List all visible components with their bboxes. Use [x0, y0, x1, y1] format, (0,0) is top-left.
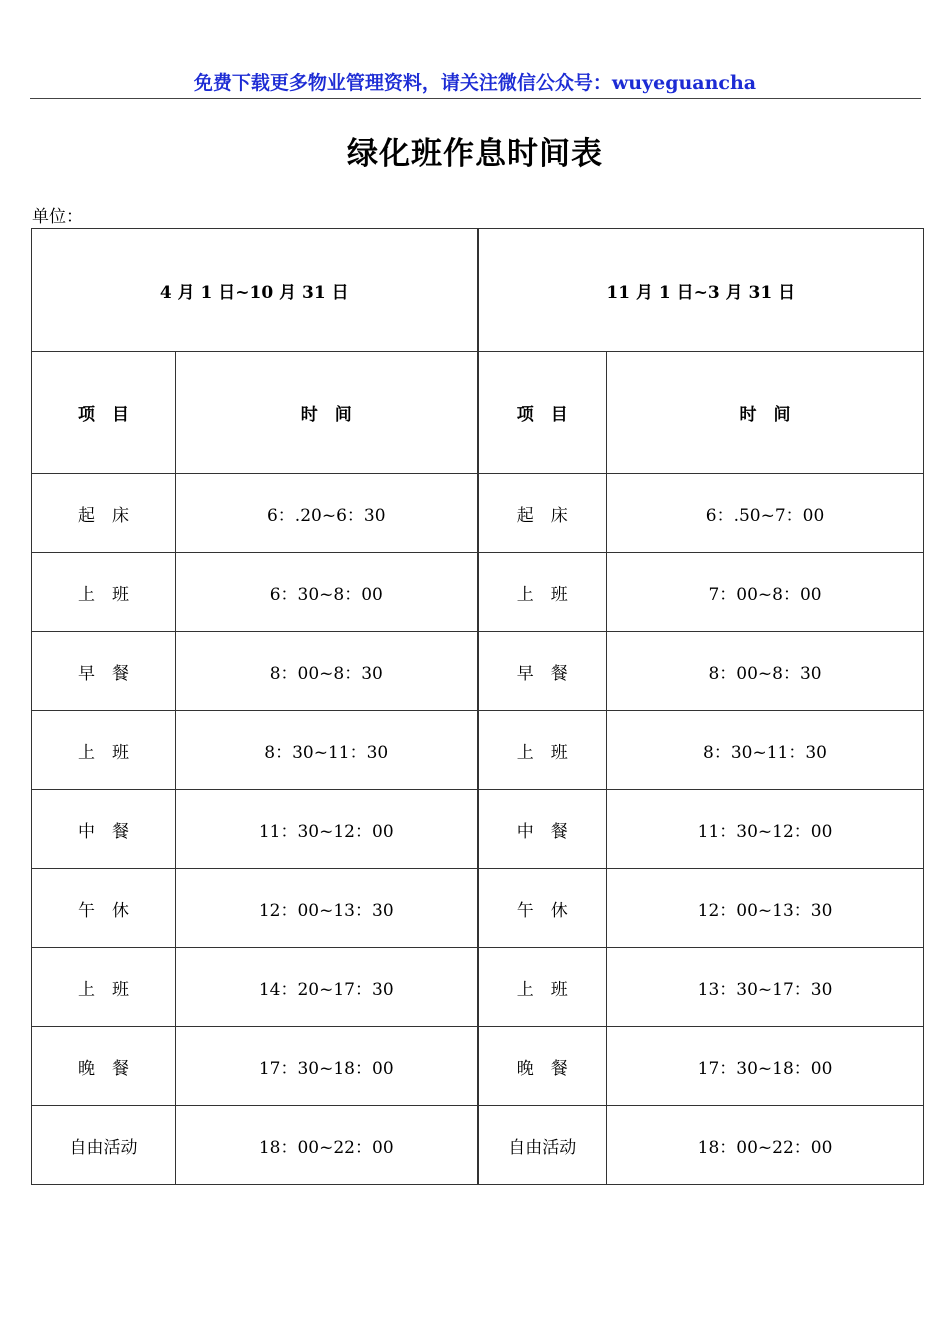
schedule-table [31, 228, 924, 1185]
period-winter: 11 月 1 日~3 月 31 日 [478, 229, 924, 352]
item-cell: 早 餐 [478, 632, 607, 711]
table-row [32, 474, 924, 553]
item-cell: 上 班 [32, 948, 176, 1027]
time-cell: 18：00~22：00 [176, 1106, 478, 1185]
item-cell: 起 床 [32, 474, 176, 553]
table-row [32, 790, 924, 869]
period-header-row [32, 229, 924, 352]
time-cell: 12：00~13：30 [607, 869, 924, 948]
item-cell: 起 床 [478, 474, 607, 553]
col-item-header-a: 项 目 [32, 352, 176, 474]
time-cell: 8：00~8：30 [176, 632, 478, 711]
item-cell: 自由活动 [478, 1106, 607, 1185]
item-cell: 上 班 [32, 553, 176, 632]
time-cell: 13：30~17：30 [607, 948, 924, 1027]
time-cell: 11：30~12：00 [607, 790, 924, 869]
item-cell: 早 餐 [32, 632, 176, 711]
table-row [32, 869, 924, 948]
table-row [32, 711, 924, 790]
item-cell: 午 休 [32, 869, 176, 948]
time-cell: 17：30~18：00 [176, 1027, 478, 1106]
item-cell: 自由活动 [32, 1106, 176, 1185]
table-row [32, 632, 924, 711]
item-cell: 中 餐 [32, 790, 176, 869]
time-cell: 8：00~8：30 [607, 632, 924, 711]
table-row [32, 553, 924, 632]
header-divider [30, 98, 921, 99]
time-cell: 7：00~8：00 [607, 553, 924, 632]
item-cell: 上 班 [478, 711, 607, 790]
table-row [32, 1106, 924, 1185]
column-header-row [32, 352, 924, 474]
col-item-header-b: 项 目 [478, 352, 607, 474]
col-time-header-b: 时 间 [607, 352, 924, 474]
item-cell: 中 餐 [478, 790, 607, 869]
period-summer: 4 月 1 日~10 月 31 日 [32, 229, 478, 352]
item-cell: 上 班 [478, 553, 607, 632]
table-row [32, 1027, 924, 1106]
time-cell: 8：30~11：30 [176, 711, 478, 790]
item-cell: 上 班 [32, 711, 176, 790]
time-cell: 8：30~11：30 [607, 711, 924, 790]
item-cell: 晚 餐 [32, 1027, 176, 1106]
document-title: 绿化班作息时间表 [347, 136, 603, 172]
table-row [32, 948, 924, 1027]
time-cell: 6：30~8：00 [176, 553, 478, 632]
item-cell: 上 班 [478, 948, 607, 1027]
time-cell: 6：.20~6：30 [176, 474, 478, 553]
time-cell: 18：00~22：00 [607, 1106, 924, 1185]
time-cell: 14：20~17：30 [176, 948, 478, 1027]
item-cell: 晚 餐 [478, 1027, 607, 1106]
time-cell: 6：.50~7：00 [607, 474, 924, 553]
time-cell: 17：30~18：00 [607, 1027, 924, 1106]
col-time-header-a: 时 间 [176, 352, 478, 474]
time-cell: 11：30~12：00 [176, 790, 478, 869]
header-banner: 免费下载更多物业管理资料，请关注微信公众号：wuyeguancha [193, 72, 757, 94]
item-cell: 午 休 [478, 869, 607, 948]
unit-label: 单位： [32, 207, 83, 227]
time-cell: 12：00~13：30 [176, 869, 478, 948]
